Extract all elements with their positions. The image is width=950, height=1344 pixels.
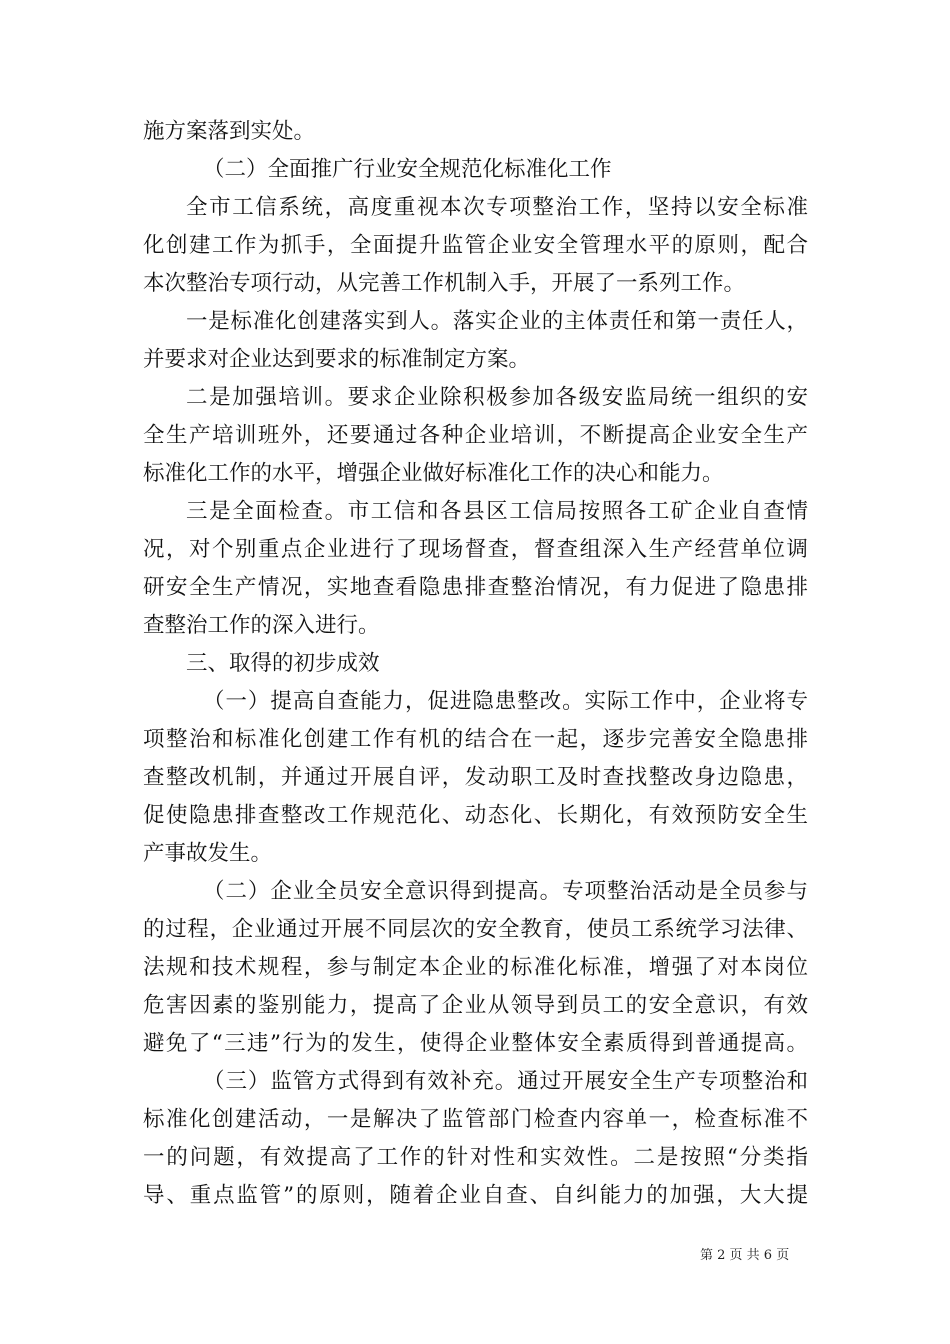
text-line: 化创建工作为抓手，全面提升监管企业安全管理水平的原则，配合 [143, 233, 808, 258]
text-line: 查整治工作的深入进行。 [143, 613, 380, 638]
text-line: 并要求对企业达到要求的标准制定方案。 [143, 347, 531, 372]
text-line: 标准化创建活动，一是解决了监管部门检查内容单一，检查标准不 [143, 1107, 808, 1132]
text-line: 导、重点监管”的原则，随着企业自查、自纠能力的加强，大大提 [143, 1183, 808, 1208]
text-line: 避免了“三违”行为的发生，使得企业整体安全素质得到普通提高。 [143, 1031, 808, 1056]
text-line: 法规和技术规程，参与制定本企业的标准化标准，增强了对本岗位 [143, 955, 808, 980]
text-line: 施方案落到实处。 [143, 119, 316, 144]
text-line: 况，对个别重点企业进行了现场督查，督查组深入生产经营单位调 [143, 537, 808, 562]
document-body [143, 113, 808, 1215]
text-line: 全生产培训班外，还要通过各种企业培训，不断提高企业安全生产 [143, 423, 808, 448]
text-line: 危害因素的鉴别能力，提高了企业从领导到员工的安全意识，有效 [143, 993, 808, 1018]
text-line: 一的问题，有效提高了工作的针对性和实效性。二是按照“分类指 [143, 1145, 808, 1170]
text-line: （二）企业全员安全意识得到提高。专项整治活动是全员参与 [203, 879, 808, 904]
text-line: 全市工信系统，高度重视本次专项整治工作，坚持以安全标准 [186, 195, 808, 220]
text-line: 标准化工作的水平，增强企业做好标准化工作的决心和能力。 [143, 461, 724, 486]
page-number: 第 2 页 共 6 页 [700, 1248, 790, 1263]
text-line: 项整治和标准化创建工作有机的结合在一起，逐步完善安全隐患排 [143, 727, 808, 752]
text-line: 一是标准化创建落实到人。落实企业的主体责任和第一责任人， [186, 309, 808, 334]
text-line: （一）提高自查能力，促进隐患整改。实际工作中，企业将专 [203, 689, 808, 714]
text-line: 研安全生产情况，实地查看隐患排查整治情况，有力促进了隐患排 [143, 575, 808, 600]
text-line: 三是全面检查。市工信和各县区工信局按照各工矿企业自查情 [186, 499, 808, 524]
text-line: 产事故发生。 [143, 841, 273, 866]
text-line: 三、取得的初步成效 [186, 651, 380, 676]
text-line: 二是加强培训。要求企业除积极参加各级安监局统一组织的安 [186, 385, 808, 410]
text-line: （二）全面推广行业安全规范化标准化工作 [203, 157, 612, 182]
text-line: 查整改机制，并通过开展自评，发动职工及时查找整改身边隐患， [143, 765, 808, 790]
text-line: 的过程，企业通过开展不同层次的安全教育，使员工系统学习法律、 [143, 917, 808, 942]
text-line: （三）监管方式得到有效补充。通过开展安全生产专项整治和 [203, 1069, 808, 1094]
text-line: 本次整治专项行动，从完善工作机制入手，开展了一系列工作。 [143, 271, 746, 296]
text-line: 促使隐患排查整改工作规范化、动态化、长期化，有效预防安全生 [143, 803, 808, 828]
